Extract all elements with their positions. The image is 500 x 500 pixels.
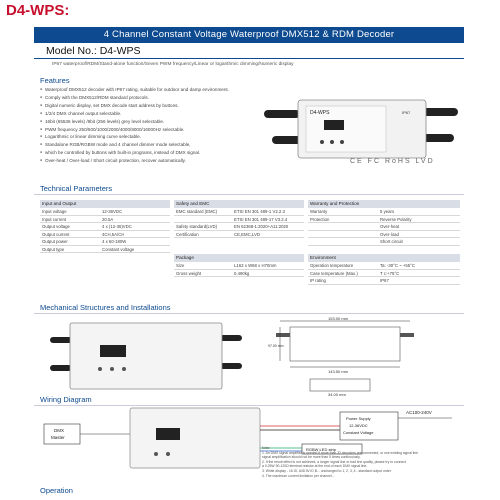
table-row: Over-heat: [308, 223, 460, 231]
model-number: Model No.: D4-WPS: [40, 44, 147, 59]
table-row: Operation temperature Ta: -30°C ~ +55°C: [308, 262, 460, 270]
dim-mid: 143.50 mm: [328, 369, 349, 374]
ac-label: AC100-240V: [406, 410, 432, 415]
page-title: D4-WPS:: [6, 2, 70, 19]
table-row: Output power 4 x 60-180W: [40, 238, 170, 246]
mech-top-body: [290, 327, 400, 361]
features-list: [40, 86, 270, 165]
table-header: Warranty and Protection: [308, 200, 460, 208]
product-display: [324, 120, 344, 130]
feature-item: ● 1/2/4 DMX channel output selectable.: [40, 110, 270, 118]
power-voltage-label: 12-36VDC: [349, 423, 368, 428]
table-row: ETSI EN 301 489-17 V3.2.4: [174, 216, 304, 224]
mech-body: [70, 323, 222, 389]
table-header: Input and Output: [40, 200, 170, 208]
feature-subline: IP67 waterproof/RDM/Stand-alone function/Seven PWM frequency/Linear or logarithmic dimming/Numeric display: [52, 62, 294, 67]
product-button: [320, 140, 324, 144]
feature-item: ● PWM frequency 250/500/1000/2000/4000/8000/16000Hz selectable.: [40, 126, 270, 134]
note-line: a 0.25W 90-120Ω terminal resistor at the end of each DMX signal line.: [262, 464, 368, 469]
feature-item: ● Waterproof DMX512 decoder with IP67 rating, suitable for outdoor and damp environment.: [40, 86, 270, 94]
product-button: [340, 140, 344, 144]
dmx-label: DMX: [54, 428, 64, 433]
safety-table: [174, 200, 304, 238]
table-row: EMC standard (EMC) ETSI EN 301 489-1 V2.2.3: [174, 208, 304, 216]
mech-cable: [220, 335, 242, 341]
led-label: RGBW LED strip: [306, 447, 337, 452]
power-supply-label: Power Supply: [346, 416, 371, 421]
wiring-decoder-body: [130, 408, 260, 468]
master-label: Master: [51, 435, 65, 440]
mech-top-cable: [400, 333, 414, 337]
mech-button: [110, 367, 114, 371]
table-row: Output voltage 4 x (12-36)VDC: [40, 223, 170, 231]
table-row: Input current 20.5A: [40, 216, 170, 224]
package-table: [174, 254, 304, 277]
warranty-table: [308, 200, 460, 246]
table-row: Size L163 x W68 x H70mm: [174, 262, 304, 270]
input-output-table: [40, 200, 170, 253]
note-line: 4. The maximum current limitation per channel...: [262, 473, 335, 478]
mech-side-body: [310, 379, 370, 391]
notes-title: Note:: [262, 446, 271, 450]
notes-block: [262, 446, 462, 478]
product-label: D4-WPS: [310, 110, 330, 116]
note-line: 1. An DMX signal amplifier is needed if more than 32 decoders are connected, or use existing signal line: [262, 450, 419, 455]
feature-item: ● Over-heat / Over-load / Short circuit protection, recover automatically.: [40, 157, 270, 165]
feature-item: ● Standalone RGB/RGBW mode and 4 channel dimmer mode selectable,: [40, 141, 270, 149]
power-type-label: Constant Voltage: [343, 430, 374, 435]
note-line: 3. White display - 16 ID, A/ID B/ ID B... unchanged to 1, 2, 3, 4 - standard output order: [262, 468, 391, 473]
product-ip-label: IP67: [402, 110, 411, 115]
params-divider: [34, 194, 464, 195]
product-cable-left: [264, 110, 300, 118]
product-cable-right: [422, 108, 458, 116]
feature-item: ● Comply with the DMX512/RDM standard protocols.: [40, 94, 270, 102]
feature-item: ● 16bit (65536 levels) /8bit (256 levels) grey level selectable.: [40, 118, 270, 126]
table-row: IP rating IP67: [308, 277, 460, 285]
table-row: Warranty 5 years: [308, 208, 460, 216]
table-row: Output current 4CH,5A/CH: [40, 231, 170, 239]
product-image: [262, 90, 462, 165]
table-row: Certification CE,EMC,LVD: [174, 231, 304, 239]
dmx-master-box: [44, 424, 80, 444]
model-underline: [34, 58, 464, 59]
mech-display: [100, 345, 126, 357]
mechanical-drawing: [40, 317, 460, 397]
table-row: Protection Reverse Polarity: [308, 216, 460, 224]
feature-item: ● Digital numeric display, set DMX decode start address by buttons.: [40, 102, 270, 110]
mech-button: [122, 367, 126, 371]
mech-cable: [50, 337, 72, 343]
dim-top: 153.00 mm: [328, 317, 349, 321]
table-header: Environment: [308, 254, 460, 262]
product-button: [330, 140, 334, 144]
mech-button: [98, 367, 102, 371]
table-row: Output type Constant voltage: [40, 246, 170, 254]
feature-item: ● Logarithmic or linear dimming curve selectable.: [40, 133, 270, 141]
mechanical-title: Mechanical Structures and Installations: [40, 303, 171, 312]
mech-top-cable: [276, 333, 290, 337]
wiring-display: [156, 428, 180, 440]
table-row: Safety standard(LVD) EN 62368-1:2020+A11:2020: [174, 223, 304, 231]
feature-item-continued: ● which be controlled by buttons with built-in programs, instead of DMX signal.: [40, 149, 270, 157]
table-row: Input voltage 12-36VDC: [40, 208, 170, 216]
note-line: signal amplification should not be more than 5 times continuously.: [262, 455, 361, 460]
tech-params-title: Technical Parameters: [40, 184, 113, 193]
table-row: Over-load: [308, 231, 460, 239]
environment-table: [308, 254, 460, 285]
mech-cable: [220, 363, 242, 369]
table-row: Case temperature (Max.) T c:+75°C: [308, 270, 460, 278]
wiring-button: [154, 452, 158, 456]
table-row: Short circuit: [308, 238, 460, 246]
wiring-title: Wiring Diagram: [40, 395, 92, 404]
certification-icons: CE FC RoHS LVD: [350, 158, 435, 165]
title-banner: 4 Channel Constant Voltage Waterproof DMX512 & RDM Decoder: [34, 27, 464, 43]
wiring-button: [166, 452, 170, 456]
features-title: Features: [40, 76, 70, 85]
table-header: Package: [174, 254, 304, 262]
mechanical-divider: [34, 313, 464, 314]
note-line: 2. If the result effect is not achieved, a longer signal line or bad line quality, please try to connect: [262, 459, 406, 464]
table-row: Gross weight 0.490kg: [174, 270, 304, 278]
operation-title: Operation: [40, 486, 73, 495]
dim-side: 97.00 mm: [268, 344, 284, 348]
dim-bottom: 34.00 mm: [328, 392, 346, 397]
table-header: Safety and EMC: [174, 200, 304, 208]
mech-cable: [50, 365, 72, 371]
